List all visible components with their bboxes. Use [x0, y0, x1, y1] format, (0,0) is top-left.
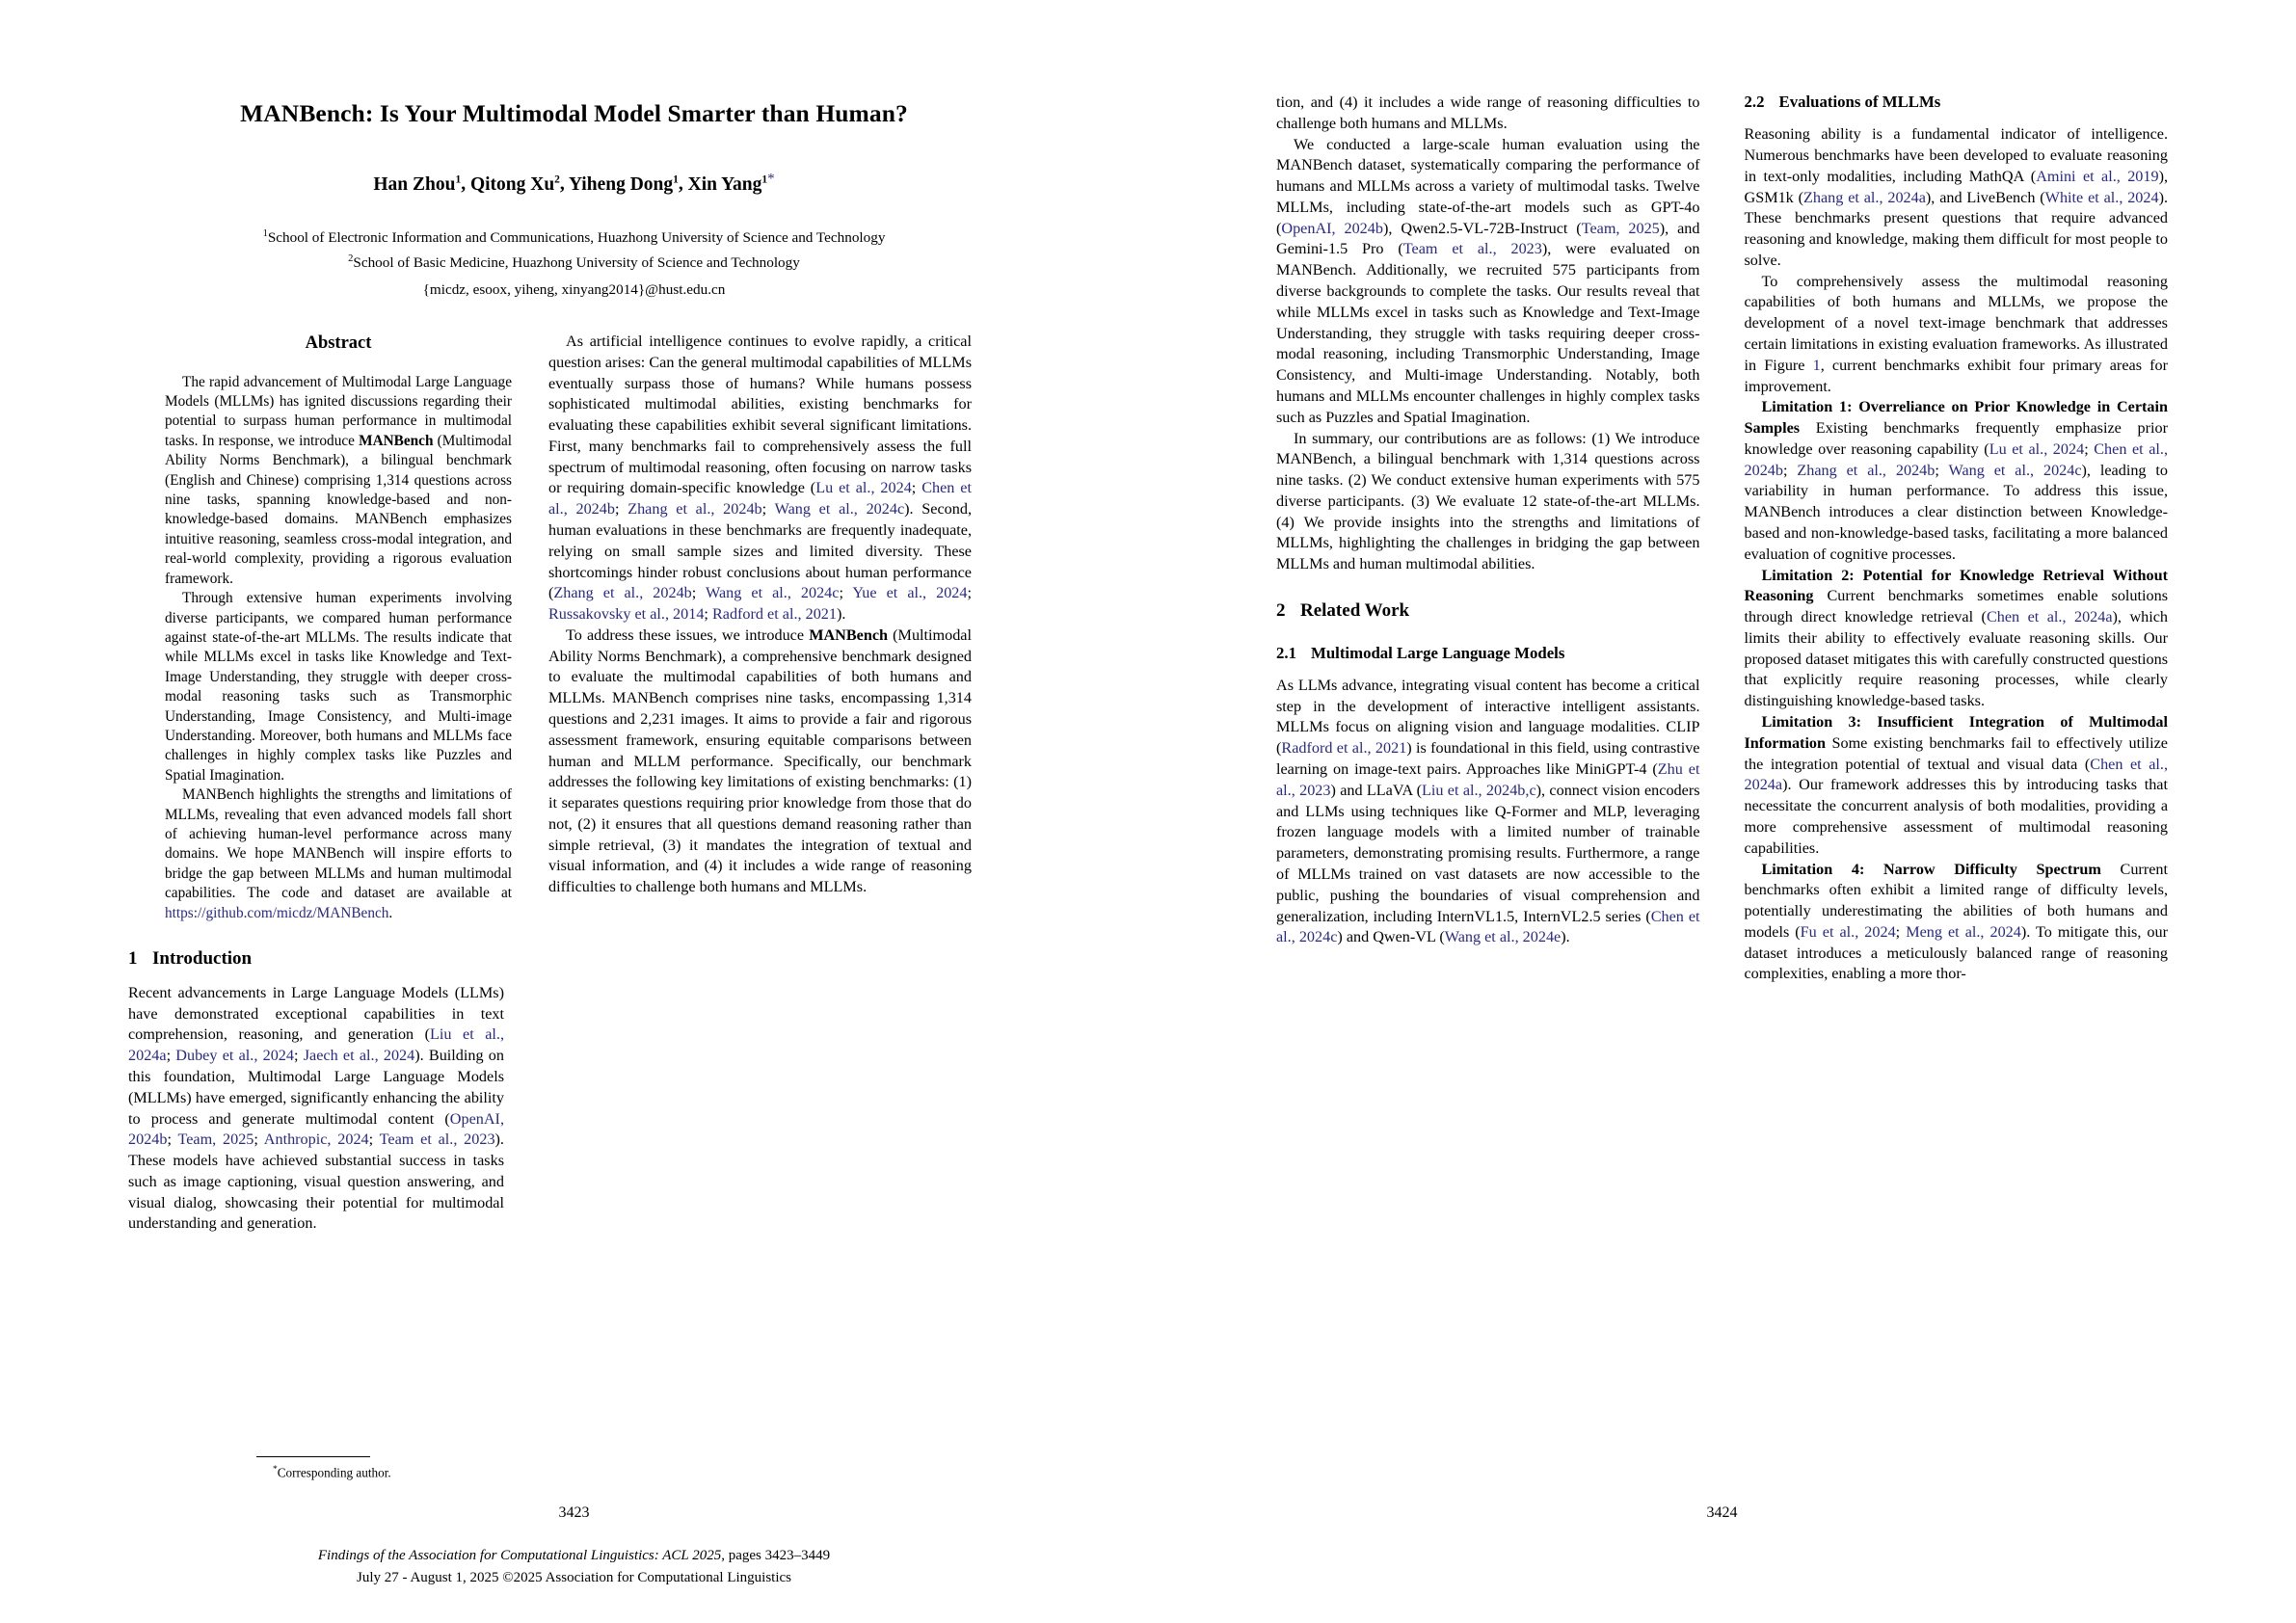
- section-heading-introduction: [128, 948, 504, 971]
- limitation-3-b: ). Our framework addresses this by introducing tasks that necessitate the concurrent analysis of both modalities, providing a more comprehensive assessment of multimodal reasoning capabilities.: [1744, 776, 2168, 857]
- mllm-p1-c: ) and LLaVA (: [1330, 781, 1422, 799]
- abstract-p1-part-b: (Multimodal Ability Norms Benchmark), a bilingual benchmark (English and Chinese) comprising 1,314 questions across nine tasks, spanning knowledge-based and non-knowledge-based domains. MANBench emphasizes intuitive reasoning, seamless cross-modal integration, and real-world complexity, providing a rigorous evaluation framework.: [165, 432, 512, 587]
- affiliation-block: [128, 226, 1020, 303]
- affiliation-2: [128, 251, 1020, 276]
- citation-openai-2024b-2[interactable]: OpenAI, 2024b: [1281, 219, 1383, 237]
- intro-paragraph-4: [1276, 135, 1700, 429]
- citation-dubey-2024[interactable]: Dubey et al., 2024: [175, 1047, 294, 1065]
- intro-paragraph-3: [548, 625, 972, 898]
- abstract-p1-bold: MANBench: [359, 432, 434, 449]
- citation-chen-2024a-2[interactable]: Chen et al., 2024a: [1744, 755, 2168, 794]
- intro-p1-b: ). Building on this foundation, Multimodal Large Language Models (MLLMs) have emerged, significantly enhancing the ability to process and generate multimodal content (: [128, 1047, 504, 1128]
- intro-p3-a: To address these issues, we introduce: [566, 625, 810, 644]
- citation-chen-2024b[interactable]: Chen et al., 2024b: [548, 479, 972, 519]
- abstract-paragraph-3: [165, 785, 512, 923]
- citation-chen-2024b-2[interactable]: Chen et al., 2024b: [1744, 439, 2168, 479]
- corresponding-author-marker: *: [767, 171, 775, 187]
- eval-paragraph-1: [1745, 124, 2169, 271]
- page1-columns: [128, 332, 1020, 1235]
- intro-paragraph-2: As artificial intelligence continues to evolve rapidly, a critical question arises: Can the general multimodal capabilities of MLLMs eventually surpass those of humans? While humans possess sophisticated multimodal abilities, existing benchmarks for evaluating these capabilities exhibit several significant limitations. First, many benchmarks fail to comprehensively assess the full spectrum of multimodal reasoning, often focusing on narrow tasks or requiring domain-specific knowledge (Lu et al., 2024; Chen et al., 2024b; Zhang et al., 2024b; Wang et al., 2024c). Second, human evaluations in these benchmarks are frequently inadequate, relying on small sample sizes and limited diversity. These shortcomings hinder robust conclusions about human performance (Zhang et al., 2024b; Wang et al., 2024c; Yue et al., 2024; Russakovsky et al., 2014; Radford et al., 2021).: [548, 332, 973, 624]
- title-block: [128, 0, 1020, 303]
- citation-russakovsky-2014[interactable]: Russakovsky et al., 2014: [548, 605, 705, 624]
- eval-p1-a: Reasoning ability is a fundamental indicator of intelligence. Numerous benchmarks have been developed to evaluate reasoning in text-only modalities, including MathQA (: [1744, 125, 2168, 185]
- page2-column-1: [1276, 93, 1700, 985]
- author-qitong-xu: Qitong Xu$^2$: [469, 173, 560, 195]
- citation-team-2025-2[interactable]: Team, 2025: [1581, 219, 1660, 237]
- citation-amini-2019[interactable]: Amini et al., 2019: [2036, 167, 2159, 185]
- page-3424: [1148, 0, 2296, 1623]
- section-title-introduction: Introduction: [152, 948, 253, 970]
- limitation-1-heading: Limitation 1: Overreliance on Prior Knowledge in Certain Samples: [1744, 398, 2168, 438]
- intro-p2-c: ).: [837, 605, 846, 624]
- subsection-heading-mllm: [1276, 644, 1700, 663]
- citation-zhang-2024a[interactable]: Zhang et al., 2024a: [1803, 188, 1926, 206]
- page1-column-1: [128, 332, 512, 1235]
- intro-p4-b: ), Qwen2.5-VL-72B-Instruct (: [1382, 219, 1582, 237]
- author-list: Han Zhou$^1$, Qitong Xu$^2$, Yiheng Dong$^1$, Xin Yang$^{1*}$: [373, 171, 775, 195]
- citation-wang-2024c-2[interactable]: Wang et al., 2024c: [706, 584, 840, 602]
- intro-p3-bold: MANBench: [809, 625, 889, 644]
- citation-chen-2024a[interactable]: Chen et al., 2024a: [1986, 608, 2113, 626]
- citation-team-et-al-2023[interactable]: Team et al., 2023: [379, 1131, 495, 1149]
- eval-p1-b: ), GSM1k (: [1744, 167, 2169, 206]
- figure-reference-1[interactable]: 1: [1812, 356, 1821, 374]
- github-link[interactable]: https://github.com/micdz/MANBench: [165, 904, 389, 921]
- citation-team-2023-2[interactable]: Team et al., 2023: [1402, 240, 1542, 258]
- citation-zhang-2024b-2[interactable]: Zhang et al., 2024b: [553, 584, 692, 602]
- citation-liu-2024bc[interactable]: Liu et al., 2024b,c: [1422, 781, 1536, 799]
- section-number-2: 2: [1276, 599, 1286, 621]
- subsection-number-2-2: 2.2: [1744, 93, 1765, 111]
- page-number-right: 3424: [1706, 1504, 1738, 1521]
- limitation-3-paragraph: [1745, 712, 2169, 859]
- mllm-p1-f: ).: [1561, 928, 1570, 946]
- mllm-p1-e: ) and Qwen-VL (: [1337, 928, 1445, 946]
- eval-p1-c: ), and LiveBench (: [1925, 188, 2045, 206]
- author-xin-yang: Xin Yang$^{1*}$: [687, 171, 775, 195]
- eval-p2-b: , current benchmarks exhibit four primary areas for improvement.: [1744, 356, 2168, 395]
- intro-paragraph-5: In summary, our contributions are as follows: (1) We introduce MANBench, a bilingual benchmark with 1,314 questions across nine tasks. (2) We conduct extensive human experiments with 575 diverse participants. (3) We evaluate 12 state-of-the-art MLLMs. (4) We provide insights into the strengths and limitations of MLLMs, highlighting the challenges in bridging the gap between MLLMs and human multimodal abilities.: [1276, 429, 1700, 573]
- affiliation-2-text: School of Basic Medicine, Huazhong University of Science and Technology: [353, 253, 800, 271]
- mllm-paragraph-1: [1276, 676, 1700, 948]
- venue-footer: [128, 1545, 1020, 1590]
- intro-p4-a: We conducted a large-scale human evaluation using the MANBench dataset, systematically comparing the performance of humans and MLLMs across a variety of multimodal tasks. Twelve MLLMs, including state-of-the-art models such as GPT-4o (: [1276, 135, 1700, 237]
- affiliation-1-text: School of Electronic Information and Communications, Huazhong University of Science and Technology: [267, 229, 886, 247]
- citation-fu-2024[interactable]: Fu et al., 2024: [1800, 922, 1896, 941]
- limitation-4-paragraph: Limitation 4: Narrow Difficulty Spectrum Current benchmarks often exhibit a limited range of difficulty levels, potentially underestimating the abilities of both humans and models (Fu et al., 2024; Meng et al., 2024). To mitigate this, our dataset introduces a meticulously balanced range of reasoning complexities, enabling a more thor-: [1744, 860, 2169, 983]
- venue-line-1: [128, 1545, 1020, 1567]
- limitation-2-paragraph: [1745, 566, 2169, 712]
- intro-p4-c: ), and Gemini-1.5 Pro (: [1276, 219, 1700, 258]
- citation-chen-2024c[interactable]: Chen et al., 2024c: [1276, 907, 1700, 946]
- footnote-corresponding-author: [256, 1464, 632, 1481]
- intro-p1-c: ). These models have achieved substantial success in tasks such as image captioning, visual question answering, and visual dialog, showcasing their potential for multimodal understanding and generation.: [128, 1131, 504, 1233]
- citation-liu-2024a[interactable]: Liu et al., 2024a: [128, 1025, 505, 1065]
- citation-lu-2024-2[interactable]: Lu et al., 2024: [1989, 439, 2085, 458]
- citation-meng-2024[interactable]: Meng et al., 2024: [1906, 922, 2021, 941]
- author-mark-4: 1: [761, 173, 768, 186]
- mllm-p1-a: As LLMs advance, integrating visual content has become a critical step in the development of interactive intelligent assistants. MLLMs focus on aligning vision and language modalities. CLIP (: [1276, 676, 1700, 758]
- limitation-2-a: Current benchmarks sometimes enable solutions through direct knowledge retrieval (: [1744, 587, 2168, 626]
- abstract-p1-part-a: The rapid advancement of Multimodal Large Language Models (MLLMs) has ignited discussions regarding their potential to surpass human performance in multimodal tasks. In response, we introduce: [165, 373, 512, 449]
- section-number-1: 1: [128, 948, 138, 970]
- limitation-4-b: ). To mitigate this, our dataset introduces a meticulously balanced range of reasoning complexities, enabling a more thor-: [1744, 922, 2169, 983]
- limitation-3-a: Some existing benchmarks fail to effectively utilize the integration potential of textual and visual data (: [1744, 733, 2168, 773]
- limitation-4-a: Current benchmarks often exhibit a limited range of difficulty levels, potentially underestimating the abilities of both humans and models (: [1744, 860, 2168, 941]
- page2-column-2: [1745, 93, 2169, 985]
- citation-radford-2021[interactable]: Radford et al., 2021: [711, 605, 837, 624]
- subsection-number-2-1: 2.1: [1276, 643, 1296, 662]
- limitation-4-heading: Limitation 4: Narrow Difficulty Spectrum: [1761, 860, 2101, 878]
- citation-white-2024[interactable]: White et al., 2024: [2044, 188, 2159, 206]
- section-title-related-work: Related Work: [1300, 599, 1410, 621]
- affiliation-mark-2: 2: [348, 253, 354, 264]
- author-han-zhou: Han Zhou$^1$: [373, 173, 462, 195]
- intro-p3-b: (Multimodal Ability Norms Benchmark), a comprehensive benchmark designed to evaluate the multimodal capabilities of both humans and MLLMs. MANBench comprises nine tasks, encompassing 1,314 questions and 2,231 images. It aims to provide a fair and rigorous assessment framework, ensuring equitable comparisons between human and MLLM performance. Specifically, our benchmark addresses the following key limitations of existing benchmarks: (1) it separates questions requiring prior knowledge from those that do not, (2) it ensures that all questions demand reasoning rather than simple retrieval, (3) it mandates the integration of textual and visual information, and (4) it includes a wide range of reasoning difficulties to challenge both humans and MLLMs.: [548, 625, 972, 896]
- limitation-3-heading: Limitation 3: Insufficient Integration of Multimodal Information: [1744, 713, 2168, 752]
- section-heading-related-work: [1276, 600, 1700, 623]
- contact-emails: {micdz, esoox, yiheng, xinyang2014}@hust.edu.cn: [422, 281, 726, 299]
- intro-paragraph-1: Recent advancements in Large Language Models (LLMs) have demonstrated exceptional capabilities in text comprehension, reasoning, and generation (Liu et al., 2024a; Dubey et al., 2024; Jaech et al., 2024). Building on this foundation, Multimodal Large Language Models (MLLMs) have emerged, significantly enhancing the ability to process and generate multimodal content (OpenAI, 2024b; Team, 2025; Anthropic, 2024; Team et al., 2023). These models have achieved substantial success in tasks such as image captioning, visual question answering, and visual dialog, showcasing their potential for multimodal understanding and generation.: [128, 983, 505, 1233]
- citation-openai-2024b[interactable]: OpenAI, 2024b: [128, 1109, 504, 1149]
- eval-p1-d: ). These benchmarks present questions that require advanced reasoning and knowledge, making them difficult for most people to solve.: [1744, 188, 2169, 269]
- citation-wang-2024c[interactable]: Wang et al., 2024c: [774, 500, 905, 519]
- citation-yue-2024[interactable]: Yue et al., 2024: [852, 584, 968, 602]
- page1-column-2: [548, 332, 972, 1235]
- limitation-1-a: Existing benchmarks frequently emphasize prior knowledge over reasoning capability (: [1744, 419, 2168, 458]
- footnote-star: *: [273, 1465, 278, 1476]
- mllm-p1-d: ), connect vision encoders and LLMs using techniques like Q-Former and MLP, leveraging frozen language models with a limited number of trainable parameters, demonstrating promising results. Furthermore, a range of MLLMs trained on vast datasets are now accessible to the public, pushing the boundaries of visual comprehension and generalization, including InternVL1.5, InternVL2.5 series (: [1276, 781, 1700, 925]
- abstract-p3-part-a: MANBench highlights the strengths and limitations of MLLMs, revealing that even advanced models fall short of achieving human-level performance across many domains. We hope MANBench will inspire efforts to bridge the gap between MLLMs and human multimodal capabilities. The code and dataset are available at: [165, 786, 512, 902]
- intro-p4-d: ), were evaluated on MANBench. Additionally, we recruited 575 participants from diverse backgrounds to complete the tasks. Our results reveal that while MLLMs excel in tasks such as Knowledge and Text-Image Understanding, they struggle with tasks requiring deeper cross-modal reasoning, including Transmorphic Understanding, Image Consistency, and Multi-image Understanding. Notably, both humans and MLLMs encounter challenges in highly complex tasks such as Puzzles and Spatial Imagination.: [1276, 240, 1700, 426]
- limitation-1-b: ), leading to variability in human performance. To address this issue, MANBench introduces a clear distinction between Knowledge-based and non-knowledge-based tasks, facilitating a more balanced evaluation of cognitive processes.: [1744, 461, 2168, 563]
- subsection-title-mllm: Multimodal Large Language Models: [1311, 643, 1565, 662]
- mllm-p1-b: ) is foundational in this field, using contrastive learning on image-text pairs. Approaches like MiniGPT-4 (: [1276, 739, 1700, 779]
- citation-wang-2024c-3[interactable]: Wang et al., 2024c: [1948, 461, 2082, 479]
- intro-p2-b: ). Second, human evaluations in these benchmarks are frequently inadequate, relying on small sample sizes and limited diversity. These shortcomings hinder robust conclusions about human performance (: [548, 500, 973, 602]
- citation-team-2025[interactable]: Team, 2025: [177, 1131, 254, 1149]
- citation-zhang-2024b-3[interactable]: Zhang et al., 2024b: [1797, 461, 1936, 479]
- citation-zhu-2023[interactable]: Zhu et al., 2023: [1276, 760, 1700, 799]
- abstract-block: [165, 332, 512, 923]
- citation-wang-2024e[interactable]: Wang et al., 2024e: [1444, 928, 1562, 946]
- affiliation-mark-1: 1: [262, 227, 268, 239]
- author-mark-2: 2: [554, 173, 560, 186]
- abstract-paragraph-2: Through extensive human experiments involving diverse participants, we compared human performance against state-of-the-art MLLMs. The results indicate that while MLLMs excel in tasks like Knowledge and Text-Image Understanding, they struggle with deeper cross-modal reasoning tasks such as Transmorphic Understanding, Image Consistency, and Multi-image Understanding. Moreover, both humans and MLLMs face challenges in highly complex tasks like Puzzles and Spatial Imagination.: [165, 590, 512, 784]
- eval-p2-a: To comprehensively assess the multimodal reasoning capabilities of both humans and MLLMs, we propose the development of a novel text-image benchmark that addresses certain limitations in existing evaluation frameworks. As illustrated in Figure: [1744, 272, 2168, 374]
- abstract-heading: Abstract: [305, 333, 372, 353]
- limitation-2-heading: Limitation 2: Potential for Knowledge Retrieval Without Reasoning: [1744, 566, 2168, 605]
- subsection-title-evaluations: Evaluations of MLLMs: [1778, 93, 1941, 111]
- author-yiheng-dong: Yiheng Dong$^1$: [568, 173, 679, 195]
- intro-paragraph-3-cont: tion, and (4) it includes a wide range of reasoning difficulties to challenge both humans and MLLMs.: [1276, 93, 1700, 132]
- subsection-heading-evaluations: [1745, 93, 2169, 112]
- page-number-left: 3423: [558, 1504, 590, 1521]
- venue-pages: , pages 3423–3449: [721, 1547, 831, 1563]
- citation-lu-2024[interactable]: Lu et al., 2024: [815, 479, 912, 497]
- footnote-rule: [256, 1456, 370, 1457]
- eval-paragraph-2: [1745, 272, 2169, 398]
- citation-jaech-2024[interactable]: Jaech et al., 2024: [303, 1047, 415, 1065]
- citation-radford-2021-2[interactable]: Radford et al., 2021: [1281, 739, 1407, 758]
- footnote-block: [256, 1456, 632, 1481]
- limitation-1-paragraph: Limitation 1: Overreliance on Prior Knowledge in Certain Samples Existing benchmarks frequently emphasize prior knowledge over reasoning capability (Lu et al., 2024; Chen et al., 2024b; Zhang et al., 2024b; Wang et al., 2024c), leading to variability in human performance. To address this issue, MANBench introduces a clear distinction between Knowledge-based and non-knowledge-based tasks, facilitating a more balanced evaluation of cognitive processes.: [1744, 398, 2168, 563]
- footnote-text: Corresponding author.: [277, 1465, 391, 1480]
- intro-p2-a: As artificial intelligence continues to evolve rapidly, a critical question arises: Can the general multimodal capabilities of MLLMs eventually surpass those of humans? While humans possess sophisticated multimodal abilities, existing benchmarks for evaluating these capabilities exhibit several significant limitations. First, many benchmarks fail to comprehensively assess the full spectrum of multimodal reasoning, often focusing on narrow tasks or requiring domain-specific knowledge (: [548, 332, 972, 497]
- venue-line-2: July 27 - August 1, 2025 ©2025 Association for Computational Linguistics: [357, 1569, 791, 1585]
- abstract-paragraph-1: [165, 373, 512, 589]
- citation-anthropic-2024[interactable]: Anthropic, 2024: [263, 1131, 369, 1149]
- author-mark-3: 1: [673, 173, 679, 186]
- page-title: MANBench: Is Your Multimodal Model Smarter than Human?: [240, 99, 908, 127]
- venue-proceedings-title: Findings of the Association for Computational Linguistics: ACL 2025: [317, 1547, 722, 1563]
- page2-columns: [1276, 0, 2168, 985]
- citation-zhang-2024b[interactable]: Zhang et al., 2024b: [627, 500, 762, 519]
- limitation-2-b: ), which limits their ability to effectively evaluate reasoning skills. Our proposed dataset mitigates this with carefully constructed questions that explicitly require reasoning processes, while clearly distinguishing knowledge-based tasks.: [1744, 608, 2169, 710]
- abstract-p3-part-b: .: [388, 904, 393, 921]
- author-mark-1: 1: [455, 173, 462, 186]
- intro-p1-a: Recent advancements in Large Language Models (LLMs) have demonstrated exceptional capabilities in text comprehension, reasoning, and generation (: [128, 983, 504, 1044]
- affiliation-1: [128, 226, 1020, 251]
